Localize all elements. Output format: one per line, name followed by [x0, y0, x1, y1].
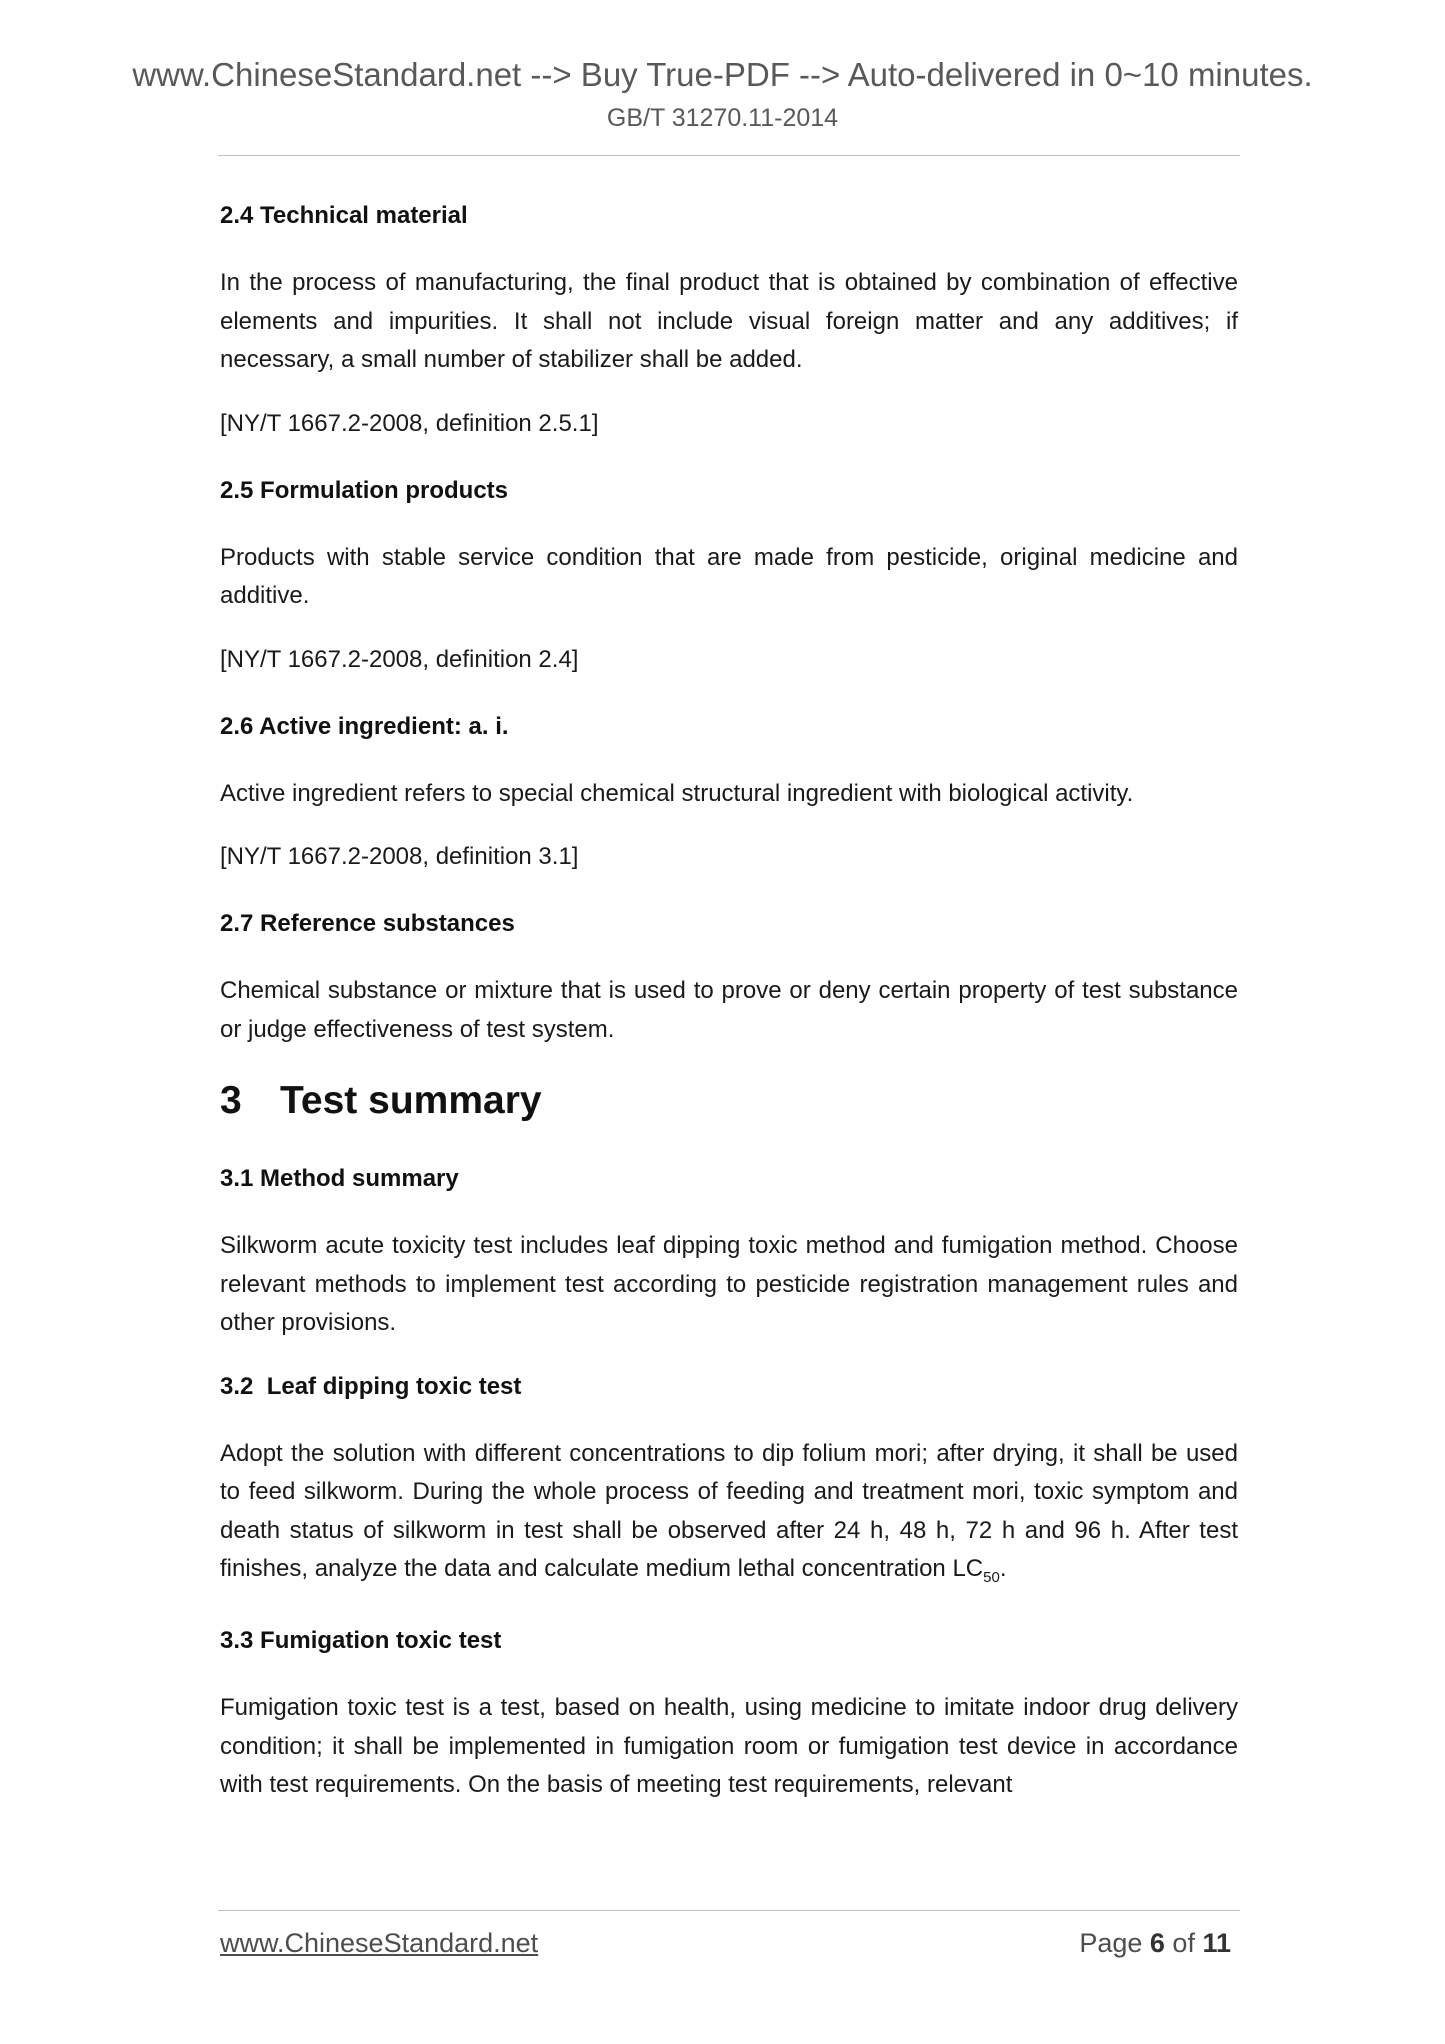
section-2-7-heading: 2.7 Reference substances: [220, 910, 515, 937]
section-2-4-heading: 2.4 Technical material: [220, 202, 468, 229]
section-3-title: Test summary: [280, 1079, 542, 1122]
section-2-6-body: Active ingredient refers to special chemical structural ingredient with biological activity.: [220, 779, 1134, 807]
section-3-2-text: Adopt the solution with different concentrations to dip folium mori; after drying, it shall be used to feed silkworm. During the whole process of feeding and treatment mori, toxic symptom and death status of silkworm in test shall be observed after 24 h, 48 h, 72 h and 96 h. After test finishes, analyze the data and calculate medium lethal concentration LC: [220, 1439, 1238, 1582]
footer-divider: [218, 1910, 1240, 1911]
section-3-2-tail: .: [999, 1555, 1007, 1582]
header-divider: [218, 155, 1240, 156]
section-2-5-body: Products with stable service condition that are made from pesticide, original medicine and additive.: [220, 543, 1238, 609]
section-3-number: 3: [220, 1079, 242, 1122]
page-current: 6: [1149, 1928, 1165, 1958]
header-banner: www.ChineseStandard.net --> Buy True-PDF --> Auto-delivered in 0~10 minutes.: [132, 56, 1313, 93]
footer-website-link[interactable]: www.ChineseStandard.net: [220, 1928, 539, 1958]
section-3-2-body: [220, 1435, 1238, 1598]
section-3-1-heading: 3.1 Method summary: [220, 1165, 459, 1192]
document-body: [220, 201, 1238, 1834]
section-2-4-reference: [NY/T 1667.2-2008, definition 2.5.1]: [220, 409, 599, 437]
page-prefix: Page: [1079, 1928, 1150, 1958]
section-3-1-body: Silkworm acute toxicity test includes leaf dipping toxic method and fumigation method. Choose relevant methods to implement test according to pesticide registration management rules and other provisions.: [220, 1232, 1238, 1336]
section-2-5-reference: [NY/T 1667.2-2008, definition 2.4]: [220, 645, 579, 673]
section-2-6-reference: [NY/T 1667.2-2008, definition 3.1]: [220, 843, 579, 870]
section-3-3-body: Fumigation toxic test is a test, based on health, using medicine to imitate indoor drug delivery condition; it shall be implemented in fumigation room or fumigation test device in accordance with test requirements. On the basis of meeting test requirements, relevant: [220, 1694, 1238, 1799]
lc50-subscript: 50: [983, 1568, 1000, 1586]
page-indicator: [1079, 1928, 1231, 1959]
page-of: of: [1164, 1928, 1203, 1958]
section-3-3-heading: 3.3 Fumigation toxic test: [220, 1627, 502, 1655]
section-2-5-heading: 2.5 Formulation products: [220, 476, 509, 504]
section-2-6-heading: 2.6 Active ingredient: a. i.: [220, 712, 509, 740]
section-2-4-body: In the process of manufacturing, the final product that is obtained by combination of effective elements and impurities. It shall not include visual foreign matter and any additives; if necessary, a small number of stabilizer shall be added.: [220, 269, 1238, 373]
section-3-2-heading: 3.2 Leaf dipping toxic test: [220, 1372, 522, 1400]
section-2-7-body: Chemical substance or mixture that is used to prove or deny certain property of test substance or judge effectiveness of test system.: [220, 977, 1238, 1043]
section-3-heading: [220, 1078, 1238, 1124]
standard-code: GB/T 31270.11-2014: [606, 104, 839, 132]
page-total: 11: [1202, 1928, 1231, 1958]
